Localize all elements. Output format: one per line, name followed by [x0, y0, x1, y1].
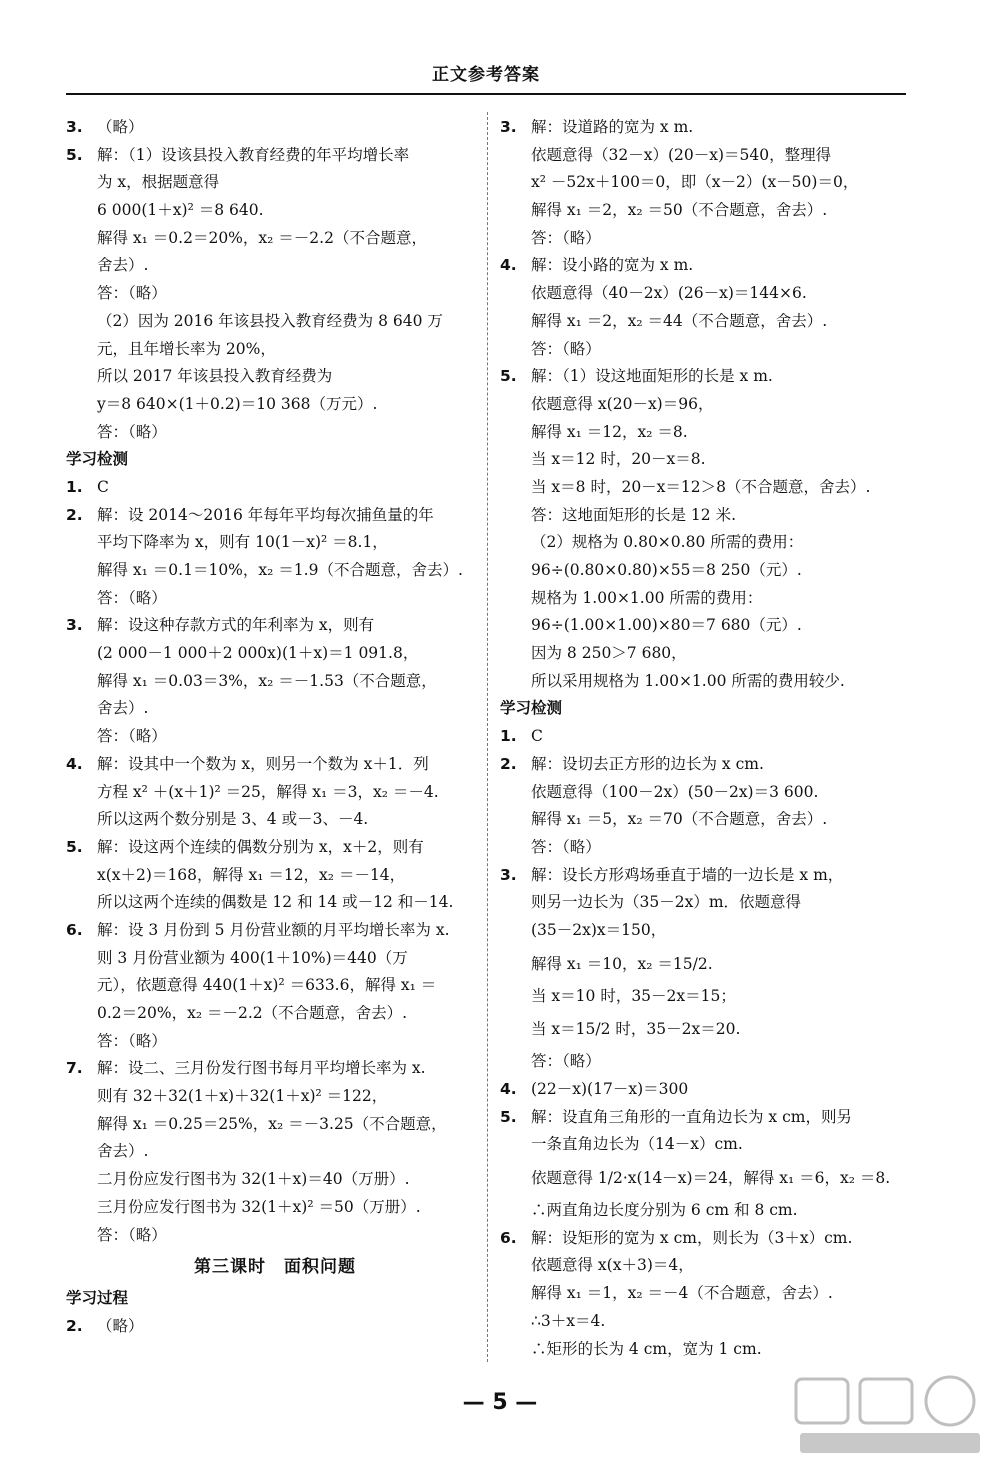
item-number: 2.	[66, 505, 83, 524]
answer-item	[500, 862, 910, 890]
answer-text: x² －52x＋100＝0，即（x－2）(x－50)＝0，	[531, 173, 859, 192]
answer-line	[66, 1028, 484, 1056]
answer-text: 答：（略）	[97, 422, 167, 441]
answer-line	[66, 668, 484, 696]
answer-text: 则另一边长为（35－2x）m．依题意得	[531, 893, 802, 912]
section-heading: 学习检测	[66, 450, 129, 469]
answer-item	[500, 751, 910, 779]
answer-text: 答：这地面矩形的长是 12 米.	[531, 505, 737, 524]
answer-line	[500, 391, 910, 419]
answer-text: C	[97, 477, 109, 496]
answer-text: 规格为 1.00×1.00 所需的费用：	[531, 588, 763, 607]
answer-item	[500, 723, 910, 751]
answer-text: 所以采用规格为 1.00×1.00 所需的费用较少.	[531, 671, 845, 690]
answer-line	[500, 1159, 910, 1197]
answer-text: 为 x，根据题意得	[97, 173, 220, 192]
answer-line	[66, 695, 484, 723]
answer-line	[500, 474, 910, 502]
answer-text: 所以这两个数分别是 3、4 或－3、－4.	[97, 810, 369, 829]
answer-text: 所以这两个连续的偶数是 12 和 14 或－12 和－14.	[97, 893, 454, 912]
answer-line	[500, 983, 910, 1011]
answer-text: 元），依题意得 440(1＋x)² ＝633.6，解得 x₁ ＝	[97, 976, 437, 995]
answer-text: 则 3 月份营业额为 400(1＋10%)＝440（万	[97, 948, 408, 967]
item-number: 2.	[66, 1316, 83, 1335]
answer-line	[500, 419, 910, 447]
answer-text: 解：设直角三角形的一直角边长为 x cm，则另	[531, 1107, 852, 1126]
page-number: — 5 —	[462, 1390, 538, 1415]
answer-text: 解：设这两个连续的偶数分别为 x，x＋2，则有	[97, 837, 424, 856]
answer-text: 解得 x₁ ＝0.2＝20%，x₂ ＝－2.2（不合题意，	[97, 228, 427, 247]
answer-text: ∴3＋x＝4.	[531, 1311, 606, 1330]
answer-line	[500, 197, 910, 225]
answer-text: 则有 32＋32(1＋x)＋32(1＋x)² ＝122，	[97, 1087, 388, 1106]
answer-text: 解得 x₁ ＝2，x₂ ＝44（不合题意，舍去）.	[531, 311, 828, 330]
answer-text: 当 x＝12 时，20－x＝8.	[531, 450, 706, 469]
answer-text: 答：（略）	[531, 339, 601, 358]
column-divider	[487, 112, 488, 1362]
answer-line	[66, 252, 484, 280]
item-number: 1.	[66, 477, 83, 496]
answer-line	[66, 640, 484, 668]
answer-line	[66, 862, 484, 890]
answer-line	[500, 806, 910, 834]
answer-text: 因为 8 250＞7 680，	[531, 644, 687, 663]
answer-line	[66, 1111, 484, 1139]
answer-text: 解：设 3 月份到 5 月份营业额的月平均增长率为 x.	[97, 920, 450, 939]
answer-line	[66, 391, 484, 419]
answer-text: （略）	[97, 118, 144, 136]
answer-item	[500, 1076, 910, 1104]
watermark-logo	[790, 1375, 990, 1457]
item-number: 4.	[500, 256, 517, 275]
answer-text: 答：（略）	[97, 727, 167, 746]
answer-text: (35－2x)x＝150，	[531, 920, 667, 939]
answer-text: 答：（略）	[531, 1052, 601, 1071]
answer-text: 依题意得（32－x）(20－x)＝540，整理得	[531, 145, 832, 164]
answer-text: 三月份应发行图书为 32(1＋x)² ＝50（万册）.	[97, 1197, 421, 1216]
answer-text: 解得 x₁ ＝1，x₂ ＝－4（不合题意，舍去）.	[531, 1284, 833, 1303]
answer-text: 解：设矩形的宽为 x cm，则长为（3＋x）cm.	[531, 1228, 853, 1247]
answer-line	[500, 502, 910, 530]
answer-item	[66, 114, 484, 142]
item-number: 2.	[500, 754, 517, 773]
answer-line	[66, 1083, 484, 1111]
answer-text: （略）	[97, 1316, 144, 1335]
answer-item	[66, 474, 484, 502]
answer-text: 一条直角边长为（14－x）cm.	[531, 1135, 743, 1154]
answer-text: 6 000(1＋x)² ＝8 640.	[97, 201, 264, 220]
item-number: 3.	[500, 865, 517, 884]
answer-line	[500, 1280, 910, 1308]
answer-line	[66, 1000, 484, 1028]
answer-text: (2 000－1 000＋2 000x)(1＋x)＝1 091.8，	[97, 644, 419, 663]
item-number: 7.	[66, 1059, 83, 1078]
answer-text: 解：设道路的宽为 x m.	[531, 118, 694, 136]
answer-line	[66, 1222, 484, 1250]
answer-text: 所以 2017 年该县投入教育经费为	[97, 367, 333, 386]
answer-text: 解：设这种存款方式的年利率为 x，则有	[97, 616, 375, 635]
answer-text: 舍去）.	[97, 1142, 149, 1161]
answer-text: 解：设切去正方形的边长为 x cm.	[531, 754, 764, 773]
answer-item	[500, 252, 910, 280]
page-header-title: 正文参考答案	[432, 65, 540, 85]
answer-line	[500, 308, 910, 336]
answer-line	[500, 446, 910, 474]
answer-line	[66, 557, 484, 585]
answer-line	[66, 1194, 484, 1222]
answer-text: 解：设二、三月份发行图书每月平均增长率为 x.	[97, 1059, 426, 1078]
answer-text: 解：设长方形鸡场垂直于墙的一边长是 x m，	[531, 865, 844, 884]
answer-line	[66, 889, 484, 917]
answer-text: 解：设小路的宽为 x m.	[531, 256, 694, 275]
answer-text: 答：（略）	[531, 837, 601, 856]
answer-line	[500, 557, 910, 585]
right-column	[500, 114, 910, 1363]
answer-text: 元，且年增长率为 20%，	[97, 339, 276, 358]
answer-line	[500, 1197, 910, 1225]
answer-text: 解得 x₁ ＝0.1＝10%，x₂ ＝1.9（不合题意，舍去）.	[97, 561, 463, 579]
section-heading: 学习检测	[500, 699, 563, 718]
item-number: 6.	[66, 920, 83, 939]
item-number: 5.	[66, 837, 83, 856]
answer-text: (22－x)(17－x)＝300	[531, 1080, 689, 1098]
header-rule	[66, 93, 906, 95]
answer-text: 依题意得（100－2x）(50－2x)＝3 600.	[531, 782, 819, 801]
answer-line	[500, 1010, 910, 1048]
answer-line	[500, 529, 910, 557]
answer-line	[66, 363, 484, 391]
answer-line	[66, 280, 484, 308]
answer-line	[66, 779, 484, 807]
answer-line	[66, 336, 484, 364]
answer-text: 当 x＝8 时，20－x＝12＞8（不合题意，舍去）.	[531, 477, 871, 496]
answer-line	[66, 945, 484, 973]
answer-line	[500, 668, 910, 696]
answer-line	[500, 945, 910, 983]
answer-item	[500, 114, 910, 142]
answer-line	[500, 225, 910, 253]
item-number: 4.	[500, 1080, 517, 1098]
answer-line	[500, 280, 910, 308]
answer-item	[66, 142, 484, 170]
answer-line	[66, 169, 484, 197]
answer-text: 96÷(1.00×1.00)×80＝7 680（元）.	[531, 616, 802, 635]
answer-text: 0.2＝20%，x₂ ＝－2.2（不合题意，舍去）.	[97, 1004, 408, 1022]
answer-line	[500, 1048, 910, 1076]
answer-text: C	[531, 727, 543, 746]
answer-line	[66, 806, 484, 834]
answer-text: 舍去）.	[97, 699, 149, 718]
answer-text: 解得 x₁ ＝0.03＝3%，x₂ ＝－1.53（不合题意，	[97, 671, 437, 690]
answer-line	[500, 779, 910, 807]
answer-line	[500, 336, 910, 364]
item-number: 6.	[500, 1228, 517, 1247]
item-number: 4.	[66, 754, 83, 773]
answer-text: 解得 x₁ ＝2，x₂ ＝50（不合题意，舍去）.	[531, 201, 828, 220]
answer-text: x(x＋2)＝168，解得 x₁ ＝12，x₂ ＝－14，	[97, 865, 406, 884]
answer-text: 方程 x² ＋(x＋1)² ＝25，解得 x₁ ＝3，x₂ ＝－4.	[97, 782, 439, 801]
item-number: 1.	[500, 727, 517, 746]
answer-line	[500, 1131, 910, 1159]
answer-line	[500, 1252, 910, 1280]
item-number: 3.	[66, 616, 83, 635]
left-column	[66, 114, 484, 1341]
item-number: 3.	[66, 118, 83, 136]
answer-item	[500, 1225, 910, 1253]
answer-line	[500, 1308, 910, 1336]
answer-text: 二月份应发行图书为 32(1＋x)＝40（万册）.	[97, 1170, 410, 1189]
answer-text: 解得 x₁ ＝12，x₂ ＝8.	[531, 422, 688, 441]
answer-line	[500, 612, 910, 640]
section-heading: 学习过程	[66, 1289, 129, 1308]
item-number: 3.	[500, 118, 517, 136]
answer-line	[500, 889, 910, 917]
answer-text: 解得 x₁ ＝5，x₂ ＝70（不合题意，舍去）.	[531, 810, 828, 829]
answer-line	[66, 225, 484, 253]
answer-text: 解：（1）设该县投入教育经费的年平均增长率	[97, 145, 410, 164]
answer-line	[66, 197, 484, 225]
answer-item	[66, 917, 484, 945]
answer-line	[66, 529, 484, 557]
answer-text: 答：（略）	[97, 588, 167, 607]
answer-line	[66, 585, 484, 613]
answer-text: 答：（略）	[531, 228, 601, 247]
answer-item	[66, 502, 484, 530]
answer-text: 当 x＝10 时，35－2x＝15；	[531, 986, 736, 1005]
item-number: 5.	[66, 145, 83, 164]
answer-text: y＝8 640×(1＋0.2)＝10 368（万元）.	[97, 394, 378, 413]
answer-line	[66, 972, 484, 1000]
answer-line	[66, 723, 484, 751]
item-number: 5.	[500, 1107, 517, 1126]
answer-text: 当 x＝15/2 时，35－2x＝20.	[531, 1020, 741, 1039]
answer-item	[500, 1104, 910, 1132]
answer-line	[66, 419, 484, 447]
answer-item	[66, 1313, 484, 1341]
answer-item	[500, 363, 910, 391]
answer-item	[66, 834, 484, 862]
answer-text: （2）规格为 0.80×0.80 所需的费用：	[531, 533, 804, 552]
answer-text: 舍去）.	[97, 256, 149, 275]
answer-line	[500, 585, 910, 613]
answer-text: 依题意得 1/2·x(14－x)＝24，解得 x₁ ＝6，x₂ ＝8.	[531, 1169, 891, 1188]
answer-item	[66, 1055, 484, 1083]
answer-line	[500, 1336, 910, 1364]
answer-item	[66, 612, 484, 640]
answer-text: 解得 x₁ ＝0.25＝25%，x₂ ＝－3.25（不合题意，	[97, 1114, 447, 1133]
section-title: 第三课时 面积问题	[194, 1257, 356, 1278]
answer-text: 平均下降率为 x，则有 10(1－x)² ＝8.1，	[97, 533, 388, 552]
answer-item	[66, 751, 484, 779]
answer-line	[500, 169, 910, 197]
answer-text: 解：设其中一个数为 x，则另一个数为 x＋1．列	[97, 754, 429, 773]
answer-text: ∴矩形的长为 4 cm，宽为 1 cm.	[531, 1339, 762, 1358]
answer-text: 依题意得 x(20－x)＝96，	[531, 394, 714, 413]
answer-line	[500, 142, 910, 170]
answer-text: 96÷(0.80×0.80)×55＝8 250（元）.	[531, 561, 802, 579]
answer-text: 解：（1）设这地面矩形的长是 x m.	[531, 367, 773, 386]
answer-line	[66, 1166, 484, 1194]
answer-line	[66, 308, 484, 336]
answer-text: 依题意得 x(x＋3)＝4，	[531, 1256, 694, 1275]
answer-text: 依题意得（40－2x）(26－x)＝144×6.	[531, 284, 807, 303]
answer-text: （2）因为 2016 年该县投入教育经费为 8 640 万	[97, 311, 443, 330]
answer-text: 解得 x₁ ＝10，x₂ ＝15/2.	[531, 954, 713, 973]
answer-line	[500, 834, 910, 862]
answer-line	[500, 640, 910, 668]
item-number: 5.	[500, 367, 517, 386]
answer-text: 答：（略）	[97, 284, 167, 303]
answer-text: 答：（略）	[97, 1225, 167, 1244]
answer-line	[500, 917, 910, 945]
answer-text: 答：（略）	[97, 1031, 167, 1050]
answer-text: 解：设 2014～2016 年每年平均每次捕鱼量的年	[97, 505, 434, 524]
answer-line	[66, 1138, 484, 1166]
answer-text: ∴两直角边长度分别为 6 cm 和 8 cm.	[531, 1201, 798, 1220]
